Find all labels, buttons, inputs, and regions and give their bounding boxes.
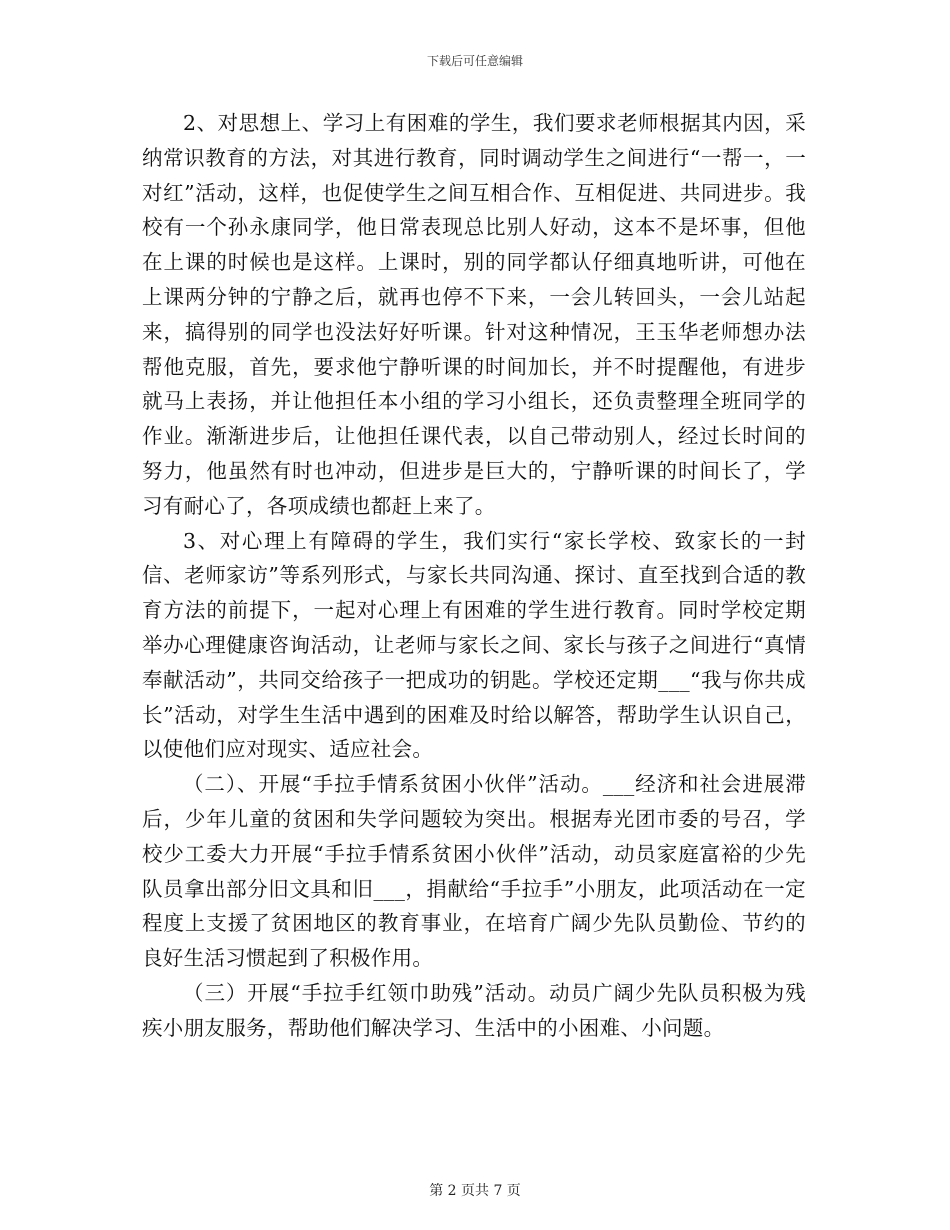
paragraph-section-3: （三）开展“手拉手红领巾助残”活动。动员广阔少先队员积极为残疾小朋友服务，帮助他们解决学习、生活中的小困难、小问题。 (142, 980, 806, 1040)
paragraph-item-2: 2、对思想上、学习上有困难的学生，我们要求老师根据其内因，采纳常识教育的方法，对其进行教育，同时调动学生之间进行“一帮一，一对红”活动，这样，也促使学生之间互相合作、互相促进、共同进步。我校有一个孙永康同学，他日常表现总比别人好动，这本不是坏事，但他在上课的时候也是这样。上课时，别的同学都认仔细真地听讲，可他在上课两分钟的宁静之后，就再也停不下来，一会儿转回头，一会儿站起来，搞得别的同学也没法好好听课。针对这种情况，王玉华老师想办法帮他克服，首先，要求他宁静听课的时间加长，并不时提醒他，有进步就马上表扬，并让他担任本小组的学习小组长，还负责整理全班同学的作业。渐渐进步后，让他担任课代表，以自己带动别人，经过长时间的努力，他虽然有时也冲动，但进步是巨大的，宁静听课的时间长了，学习有耐心了，各项成绩也都赶上来了。 (142, 111, 806, 518)
paragraph-item-3: 3、对心理上有障碍的学生，我们实行“家长学校、致家长的一封信、老师家访”等系列形式，与家长共同沟通、探讨、直至找到合适的教育方法的前提下，一起对心理上有困难的学生进行教育。同时学校定期举办心理健康咨询活动，让老师与家长之间、家长与孩子之间进行“真情奉献活动”，共同交给孩子一把成功的钥匙。学校还定期___“我与你共成长”活动，对学生生活中遇到的困难及时给以解答，帮助学生认识自己，以使他们应对现实、适应社会。 (142, 528, 806, 762)
page-number: 第 2 页共 7 页 (429, 1183, 521, 1199)
paragraph-section-2: （二）、开展“手拉手情系贫困小伙伴”活动。___经济和社会进展滞后，少年儿童的贫困和失学问题较为突出。根据寿光团市委的号召，学校少工委大力开展“手拉手情系贫困小伙伴”活动，动员家庭富裕的少先队员拿出部分旧文具和旧___，捐献给“手拉手”小朋友，此项活动在一定程度上支援了贫困地区的教育事业，在培育广阔少先队员勤俭、节约的良好生活习惯起到了积极作用。 (142, 772, 806, 971)
page-header: 下载后可任意编辑 (426, 54, 523, 68)
document-body (142, 106, 806, 1046)
